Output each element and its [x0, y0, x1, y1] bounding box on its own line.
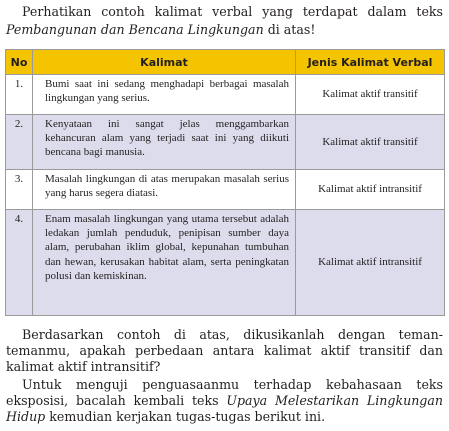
row-sentence: Bumi saat ini sedang menghadapi berbagai masalah lingkungan yang serius. — [33, 75, 296, 115]
task-paragraph — [6, 377, 443, 425]
intro-text: Perhatikan contoh kalimat verbal yang terdapat dalam teks — [22, 4, 443, 19]
table-row — [6, 170, 445, 210]
table-header-row — [6, 50, 445, 75]
table-row — [6, 115, 445, 170]
task-text-suffix: kemudian kerjakan tugas-tugas berikut ini. — [45, 409, 326, 424]
task-text-title: Upaya Melestarikan Lingkungan Hidup — [6, 393, 443, 424]
row-number: 1. — [6, 75, 33, 115]
intro-text-title: Pembangunan dan Bencana Lingkungan — [6, 21, 264, 37]
table-row — [6, 210, 445, 316]
verbal-sentence-table — [5, 49, 445, 316]
header-kalimat: Kalimat — [33, 50, 296, 75]
row-number: 4. — [6, 210, 33, 316]
task-text-prefix: Untuk menguji penguasaanmu terhadap kebahasaan teks eksposisi, bacalah kembali teks — [6, 377, 443, 408]
row-type: Kalimat aktif intransitif — [296, 210, 445, 316]
row-type: Kalimat aktif intransitif — [296, 170, 445, 210]
intro-text-suffix: di atas! — [263, 21, 316, 37]
header-no: No — [6, 50, 33, 75]
row-type: Kalimat aktif transitif — [296, 75, 445, 115]
row-sentence: Enam masalah lingkungan yang utama tersebut adalah ledakan jumlah penduduk, penipisan sumber daya alam, perubahan iklim global, kepunahan tumbuhan dan hewan, kerusakan habitat alam, serta peningkatan polusi dan kemiskinan. — [33, 210, 296, 316]
row-sentence: Kenyataan ini sangat jelas menggambarkan kehancuran alam yang terjadi saat ini yang diikuti bencana bagi manusia. — [33, 115, 296, 170]
table-row — [6, 75, 445, 115]
discussion-paragraph: Berdasarkan contoh di atas, dikusikanlah dengan teman-temanmu, apakah perbedaan antara kalimat aktif transitif dan kalimat aktif intransitif? — [6, 327, 443, 374]
row-number: 2. — [6, 115, 33, 170]
header-jenis: Jenis Kalimat Verbal — [296, 50, 445, 75]
row-sentence: Masalah lingkungan di atas merupakan masalah serius yang harus segera diatasi. — [33, 170, 296, 210]
row-number: 3. — [6, 170, 33, 210]
row-type: Kalimat aktif transitif — [296, 115, 445, 170]
intro-paragraph — [6, 3, 443, 38]
